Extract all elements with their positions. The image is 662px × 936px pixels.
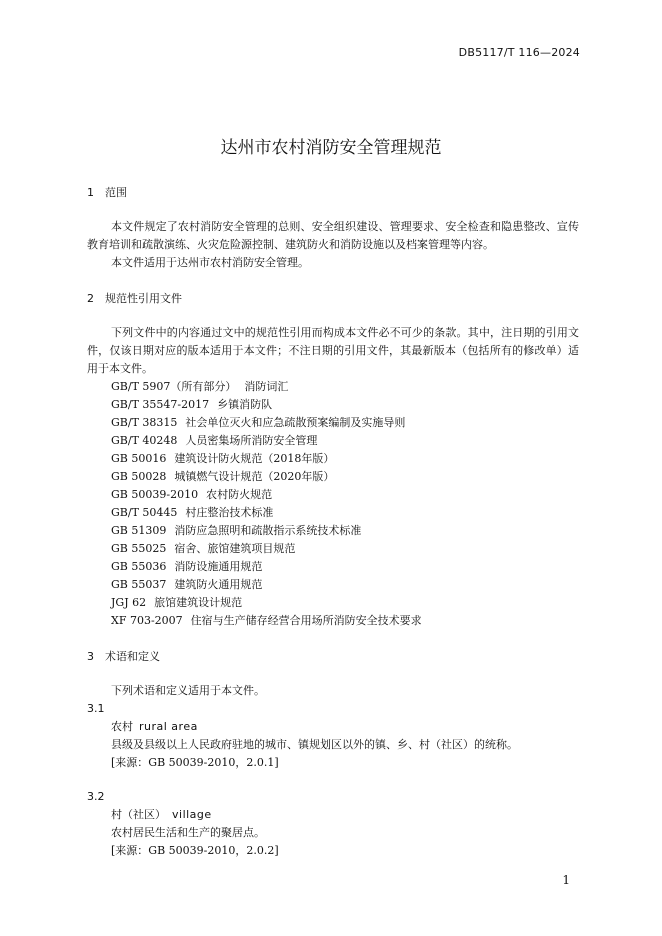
reference-code: GB 50028 [111,470,167,483]
section-heading-normative-references [87,290,579,308]
document-title: 达州市农村消防安全管理规范 [220,138,442,158]
reference-name: 农村防火规范 [206,488,273,501]
reference-name: 社会单位灭火和应急疏散预案编制及实施导则 [185,416,406,429]
reference-code: GB 55036 [111,560,167,573]
paragraph: 下列文件中的内容通过文中的规范性引用而构成本文件必不可少的条款。其中，注日期的引用文件，仅该日期对应的版本适用于本文件；不注日期的引用文件，其最新版本（包括所有的修改单）适用于本文件。 [87,326,579,375]
reference-item [87,504,579,522]
term-cn: 农村 [111,720,133,733]
reference-code: GB/T 5907（所有部分） [111,380,237,393]
reference-item [87,612,579,630]
section-title: 规范性引用文件 [105,292,182,305]
document-code: DB5117/T 116—2024 [458,46,580,59]
term-source: [来源：GB 50039-2010，2.0.2] [111,844,279,857]
reference-name: 城镇燃气设计规范（2020年版） [174,470,335,483]
section-heading-terms-and-definitions [87,648,579,666]
term-en: rural area [139,720,198,733]
term-definition: 农村居民生活和生产的聚居点。 [111,826,265,839]
reference-name: 消防词汇 [244,380,289,393]
reference-code: GB 51309 [111,524,167,537]
reference-code: GB 55025 [111,542,167,555]
reference-item [87,396,579,414]
reference-name: 建筑防火通用规范 [174,578,263,591]
term-entry [87,788,579,860]
paragraph: 本文件规定了农村消防安全管理的总则、安全组织建设、管理要求、安全检查和隐患整改、宣传教育培训和疏散演练、火灾危险源控制、建筑防火和消防设施以及档案管理等内容。 [87,220,579,251]
reference-code: GB/T 40248 [111,434,178,447]
reference-item [87,414,579,432]
term-number: 3.1 [87,702,105,715]
term-entry [87,700,579,772]
reference-name: 村庄整治技术标准 [185,506,274,519]
term-en: village [172,808,212,821]
reference-name: 旅馆建筑设计规范 [154,596,243,609]
reference-item [87,594,579,612]
page-number: 1 [562,873,570,887]
reference-code: GB 50039-2010 [111,488,199,501]
reference-item [87,468,579,486]
reference-name: 建筑设计防火规范（2018年版） [174,452,335,465]
reference-item [87,540,579,558]
reference-item [87,378,579,396]
reference-name: 消防设施通用规范 [174,560,263,573]
section-number: 3 [87,650,94,663]
paragraph: 本文件适用于达州市农村消防安全管理。 [111,256,309,269]
reference-item [87,558,579,576]
reference-name: 消防应急照明和疏散指示系统技术标准 [174,524,362,537]
term-source: [来源：GB 50039-2010，2.0.1] [111,756,279,769]
reference-name: 乡镇消防队 [217,398,273,411]
reference-name: 宿舍、旅馆建筑项目规范 [174,542,296,555]
section-title: 术语和定义 [105,650,160,663]
reference-list [87,378,579,630]
term-cn: 村（社区） [111,808,166,821]
paragraph: 下列术语和定义适用于本文件。 [111,684,265,697]
reference-code: GB 50016 [111,452,167,465]
reference-code: GB/T 35547-2017 [111,398,210,411]
reference-code: GB 55037 [111,578,167,591]
section-heading-scope [87,184,579,202]
term-definition: 县级及县级以上人民政府驻地的城市、镇规划区以外的镇、乡、村（社区）的统称。 [111,738,518,751]
reference-code: GB/T 50445 [111,506,178,519]
term-number: 3.2 [87,790,105,803]
section-number: 2 [87,292,94,305]
reference-code: GB/T 38315 [111,416,178,429]
document-body [87,184,579,860]
section-number: 1 [87,186,94,199]
reference-name: 人员密集场所消防安全管理 [185,434,318,447]
reference-code: JGJ 62 [111,596,147,609]
reference-item [87,486,579,504]
reference-item [87,450,579,468]
reference-name: 住宿与生产储存经营合用场所消防安全技术要求 [190,614,422,627]
term-name [87,806,579,824]
term-name [87,718,579,736]
section-title: 范围 [105,186,127,199]
reference-item [87,522,579,540]
reference-code: XF 703-2007 [111,614,183,627]
reference-item [87,576,579,594]
reference-item [87,432,579,450]
